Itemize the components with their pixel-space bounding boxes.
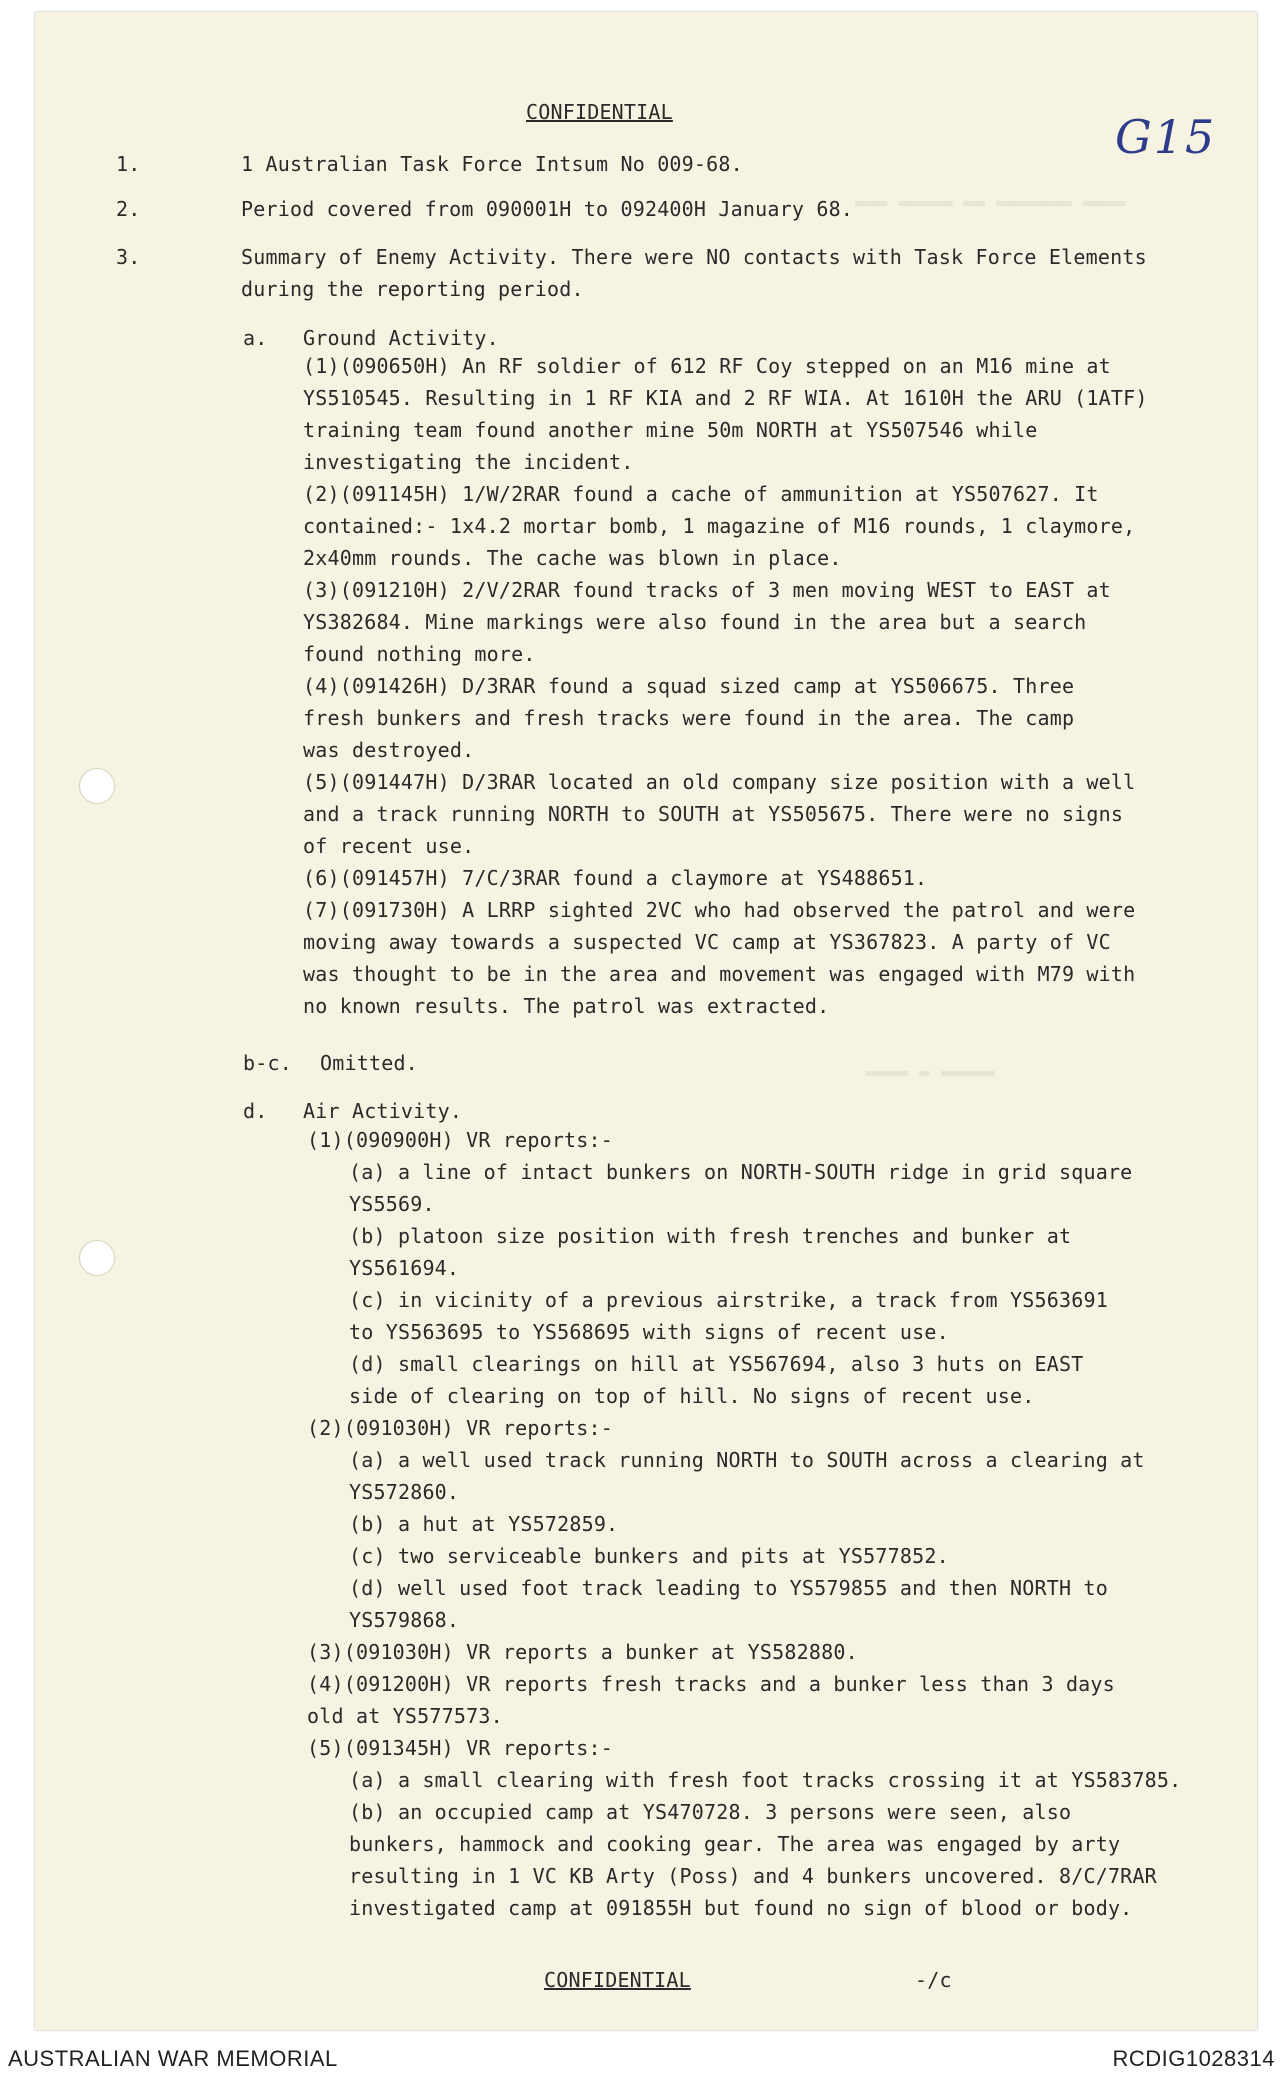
report-line: YS5569. xyxy=(349,1192,435,1216)
summary-line: during the reporting period. xyxy=(241,277,584,301)
report-line: (c) in vicinity of a previous airstrike, a track from YS563691 xyxy=(349,1288,1108,1312)
section-a-label: a. xyxy=(243,326,268,350)
report-line: (b) platoon size position with fresh trenches and bunker at xyxy=(349,1224,1072,1248)
report-line: (1)(090650H) An RF soldier of 612 RF Coy stepped on an M16 mine at xyxy=(303,354,1111,378)
report-line: was thought to be in the area and movement was engaged with M79 with xyxy=(303,962,1136,986)
punch-hole-upper xyxy=(79,768,115,804)
report-line: resulting in 1 VC KB Arty (Poss) and 4 bunkers uncovered. 8/C/7RAR xyxy=(349,1864,1157,1888)
section-bc-label: b-c. xyxy=(243,1051,292,1075)
report-line: and a track running NORTH to SOUTH at YS505675. There were no signs xyxy=(303,802,1124,826)
report-line: old at YS577573. xyxy=(307,1704,503,1728)
report-line: found nothing more. xyxy=(303,642,536,666)
classification-footer: CONFIDENTIAL xyxy=(544,1968,691,1992)
report-line: YS382684. Mine markings were also found in the area but a search xyxy=(303,610,1087,634)
archive-institution: AUSTRALIAN WAR MEMORIAL xyxy=(8,2046,338,2071)
show-through-text: ▬▬▬▬ ▬ ▬▬▬▬▬ xyxy=(865,1062,996,1083)
report-line: YS510545. Resulting in 1 RF KIA and 2 RF WIA. At 1610H the ARU (1ATF) xyxy=(303,386,1148,410)
report-line: of recent use. xyxy=(303,834,475,858)
continuation-mark: -/c xyxy=(915,1968,952,1992)
document-page xyxy=(35,12,1257,2030)
summary-line: Summary of Enemy Activity. There were NO contacts with Task Force Elements xyxy=(241,245,1147,269)
report-line: (d) small clearings on hill at YS567694, also 3 huts on EAST xyxy=(349,1352,1084,1376)
report-line: YS561694. xyxy=(349,1256,460,1280)
report-line: (7)(091730H) A LRRP sighted 2VC who had observed the patrol and were xyxy=(303,898,1136,922)
report-line: (5)(091345H) VR reports:- xyxy=(307,1736,614,1760)
report-line: bunkers, hammock and cooking gear. The area was engaged by arty xyxy=(349,1832,1121,1856)
report-line: (2)(091145H) 1/W/2RAR found a cache of ammunition at YS507627. It xyxy=(303,482,1099,506)
handwritten-folio-number: G15 xyxy=(1115,110,1217,164)
period-covered: Period covered from 090001H to 092400H January 68. xyxy=(241,197,854,221)
report-line: no known results. The patrol was extracted. xyxy=(303,994,830,1018)
item-number-1: 1. xyxy=(116,152,141,176)
report-line: was destroyed. xyxy=(303,738,475,762)
section-bc-text: Omitted. xyxy=(320,1051,418,1075)
item-number-3: 3. xyxy=(116,245,141,269)
report-line: 2x40mm rounds. The cache was blown in place. xyxy=(303,546,842,570)
report-line: (d) well used foot track leading to YS579855 and then NORTH to xyxy=(349,1576,1108,1600)
punch-hole-lower xyxy=(79,1240,115,1276)
report-line: fresh bunkers and fresh tracks were found in the area. The camp xyxy=(303,706,1075,730)
report-line: YS579868. xyxy=(349,1608,460,1632)
classification-header: CONFIDENTIAL xyxy=(526,100,673,124)
report-line: (4)(091200H) VR reports fresh tracks and a bunker less than 3 days xyxy=(307,1672,1115,1696)
report-line: (b) an occupied camp at YS470728. 3 persons were seen, also xyxy=(349,1800,1072,1824)
report-line: (1)(090900H) VR reports:- xyxy=(307,1128,614,1152)
report-line: (2)(091030H) VR reports:- xyxy=(307,1416,614,1440)
section-d-title: Air Activity. xyxy=(303,1099,463,1123)
report-line: (a) a line of intact bunkers on NORTH-SOUTH ridge in grid square xyxy=(349,1160,1133,1184)
report-line: (c) two serviceable bunkers and pits at YS577852. xyxy=(349,1544,949,1568)
report-line: (b) a hut at YS572859. xyxy=(349,1512,619,1536)
report-line: (3)(091210H) 2/V/2RAR found tracks of 3 men moving WEST to EAST at xyxy=(303,578,1111,602)
report-line: investigating the incident. xyxy=(303,450,634,474)
report-line: (3)(091030H) VR reports a bunker at YS582880. xyxy=(307,1640,858,1664)
report-line: to YS563695 to YS568695 with signs of recent use. xyxy=(349,1320,949,1344)
report-line: (5)(091447H) D/3RAR located an old company size position with a well xyxy=(303,770,1136,794)
report-line: (a) a well used track running NORTH to SOUTH across a clearing at xyxy=(349,1448,1145,1472)
item-number-2: 2. xyxy=(116,197,141,221)
section-a-title: Ground Activity. xyxy=(303,326,499,350)
show-through-text: ▬▬▬ ▬▬▬▬▬ ▬▬ ▬▬▬▬▬▬▬ ▬▬▬▬ xyxy=(855,192,1126,213)
report-line: YS572860. xyxy=(349,1480,460,1504)
report-line: (4)(091426H) D/3RAR found a squad sized camp at YS506675. Three xyxy=(303,674,1075,698)
archive-reference: RCDIG1028314 xyxy=(1112,2046,1275,2071)
report-line: (6)(091457H) 7/C/3RAR found a claymore at YS488651. xyxy=(303,866,928,890)
intsum-title: 1 Australian Task Force Intsum No 009-68. xyxy=(241,152,743,176)
report-line: training team found another mine 50m NORTH at YS507546 while xyxy=(303,418,1038,442)
report-line: investigated camp at 091855H but found no sign of blood or body. xyxy=(349,1896,1133,1920)
report-line: (a) a small clearing with fresh foot tracks crossing it at YS583785. xyxy=(349,1768,1182,1792)
report-line: moving away towards a suspected VC camp at YS367823. A party of VC xyxy=(303,930,1111,954)
section-d-label: d. xyxy=(243,1099,268,1123)
report-line: side of clearing on top of hill. No signs of recent use. xyxy=(349,1384,1035,1408)
report-line: contained:- 1x4.2 mortar bomb, 1 magazine of M16 rounds, 1 claymore, xyxy=(303,514,1136,538)
